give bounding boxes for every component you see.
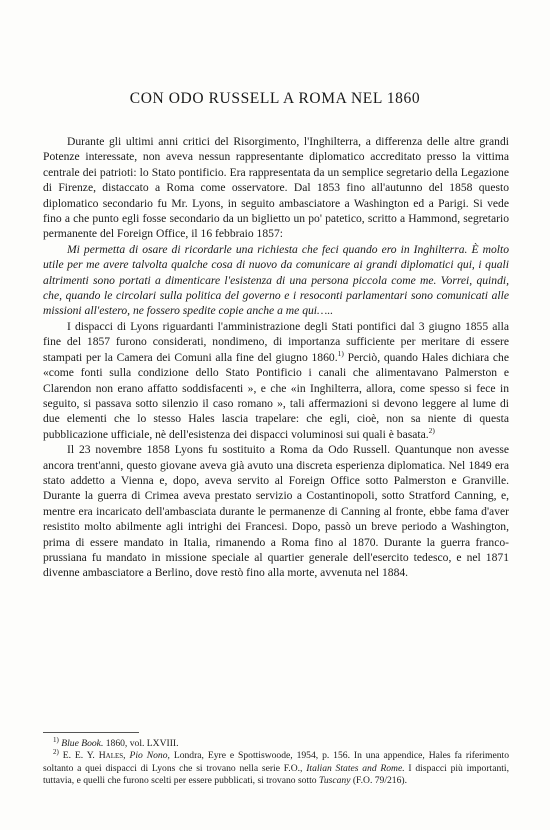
footnote-2: [43, 750, 509, 787]
footnote-2-text-b: I dispacci più importanti, tuttavia, e quelli che furono scelti per essere pubblicati, si trovano sotto: [43, 762, 509, 787]
footnote-2-author: E. E. Y. Hales,: [62, 750, 126, 762]
footnote-2-work: Pio Nono,: [125, 750, 170, 762]
page-title: CON ODO RUSSELL A ROMA NEL 1860: [129, 90, 421, 107]
body-text: [43, 134, 509, 581]
quoted-letter: Mi permetta di osare di ricordarle una richiesta che feci quando ero in Inghilterra. È molto utile per me avere talvolta qualche cosa di nuovo da comunicare ai grandi diplomatici qui, i quali altrimenti sono portati a dimenticare l'esistenza di una persona piccola come me. Vorrei, quindi, che, quando le circolari sulla politica del governo e i resoconti parlamentari sono comunicati alle missioni all'estero, ne fossero spedite copie anche a me qui…..: [43, 242, 509, 318]
paragraph-2-text-a: I dispacci di Lyons riguardanti l'amministrazione degli Stati pontifici dal 3 giugno 1855 alla fine del 1857 furono considerati, nondimeno, di importanza sufficiente per meritare di essere stampati per la Camera dei Comuni alla fine del giugno 1860.: [43, 319, 509, 364]
footnote-1: [43, 735, 509, 750]
footnotes: [43, 735, 510, 788]
footnote-ref-2: 2): [428, 425, 435, 435]
footnote-2-text-a: Londra, Eyre e Spottiswoode, 1954, p. 156. In una appendice, Hales fa riferimento soltanto a quei dispacci di Lyons che si trovano nella serie F.O.,: [43, 750, 510, 774]
footnote-divider: [43, 732, 139, 733]
footnote-1-work: Blue Book.: [61, 738, 104, 749]
footnote-1-rest: 1860, vol. LXVIII.: [103, 738, 179, 749]
footnote-ref-1: 1): [337, 348, 344, 358]
footnote-2-text-c: (F.O. 79/216).: [350, 775, 407, 787]
paragraph-2: [43, 319, 509, 442]
paragraph-3: Il 23 novembre 1858 Lyons fu sostituito a Roma da Odo Russell. Quantunque non avesse ancora trent'anni, questo giovane aveva già avuto una discreta esperienza diplomatica. Nel 1849 era stato addetto a Vienna e, dopo, aveva servito al Foreign Office sotto Palmerston e Granville. Durante la guerra di Crimea aveva prestato servizio a Costantinopoli, sotto Stratford Canning, e, mentre era incaricato dell'ambasciata durante le permanenze di Canning al fronte, ebbe fama d'aver resistito molto abilmente agli intrighi dei Francesi. Dopo, passò un breve periodo a Washington, prima di essere mandato in Italia, rimanendo a Roma fino al 1870. Durante la guerra franco-prussiana fu mandato in missione speciale al quartier generale dell'esercito tedesco, e nel 1871 divenne ambasciatore a Berlino, dove restò fino alla morte, avvenuta nel 1884.: [43, 443, 509, 580]
footnote-2-series: Italian States and Rome.: [302, 762, 405, 774]
footnote-2-tuscany: Tuscany: [316, 775, 351, 787]
paragraph-2-text-b: Perciò, quando Hales dichiara che «come fonti sulla condizione dello Stato Pontificio i canali che alimentavano Palmerston e Clarendon non erano affatto soddisfacenti », e che «in Inghilterra, allora, come spesso si fece in seguito, si passava sotto silenzio il caso romano », tali affermazioni si devono leggere al lume di due elementi che lo stesso Hales lascia trapelare: che egli, cioè, non sa niente di questa pubblicazione ufficiale, nè dell'esistenza dei dispacci voluminosi sui quali è basata.: [43, 350, 509, 441]
footnote-2-label: 2): [53, 748, 59, 757]
paragraph-1: Durante gli ultimi anni critici del Risorgimento, l'Inghilterra, a differenza delle altre grandi Potenze interessate, non aveva nessun rappresentante diplomatico accreditato presso la vittima centrale dei patrioti: lo Stato pontificio. Era rappresentata da un semplice segretario della Legazione di Firenze, distaccato a Roma come osservatore. Dal 1853 fino all'autunno del 1858 questo diplomatico secondario fu Mr. Lyons, in seguito ambasciatore a Washington ed a Parigi. Si vede fino a che punto egli fosse secondario da un biglietto un po' patetico, scritto a Hammond, segretario permanente del Foreign Office, il 16 febbraio 1857:: [43, 135, 509, 241]
footnote-1-label: 1): [53, 735, 59, 744]
